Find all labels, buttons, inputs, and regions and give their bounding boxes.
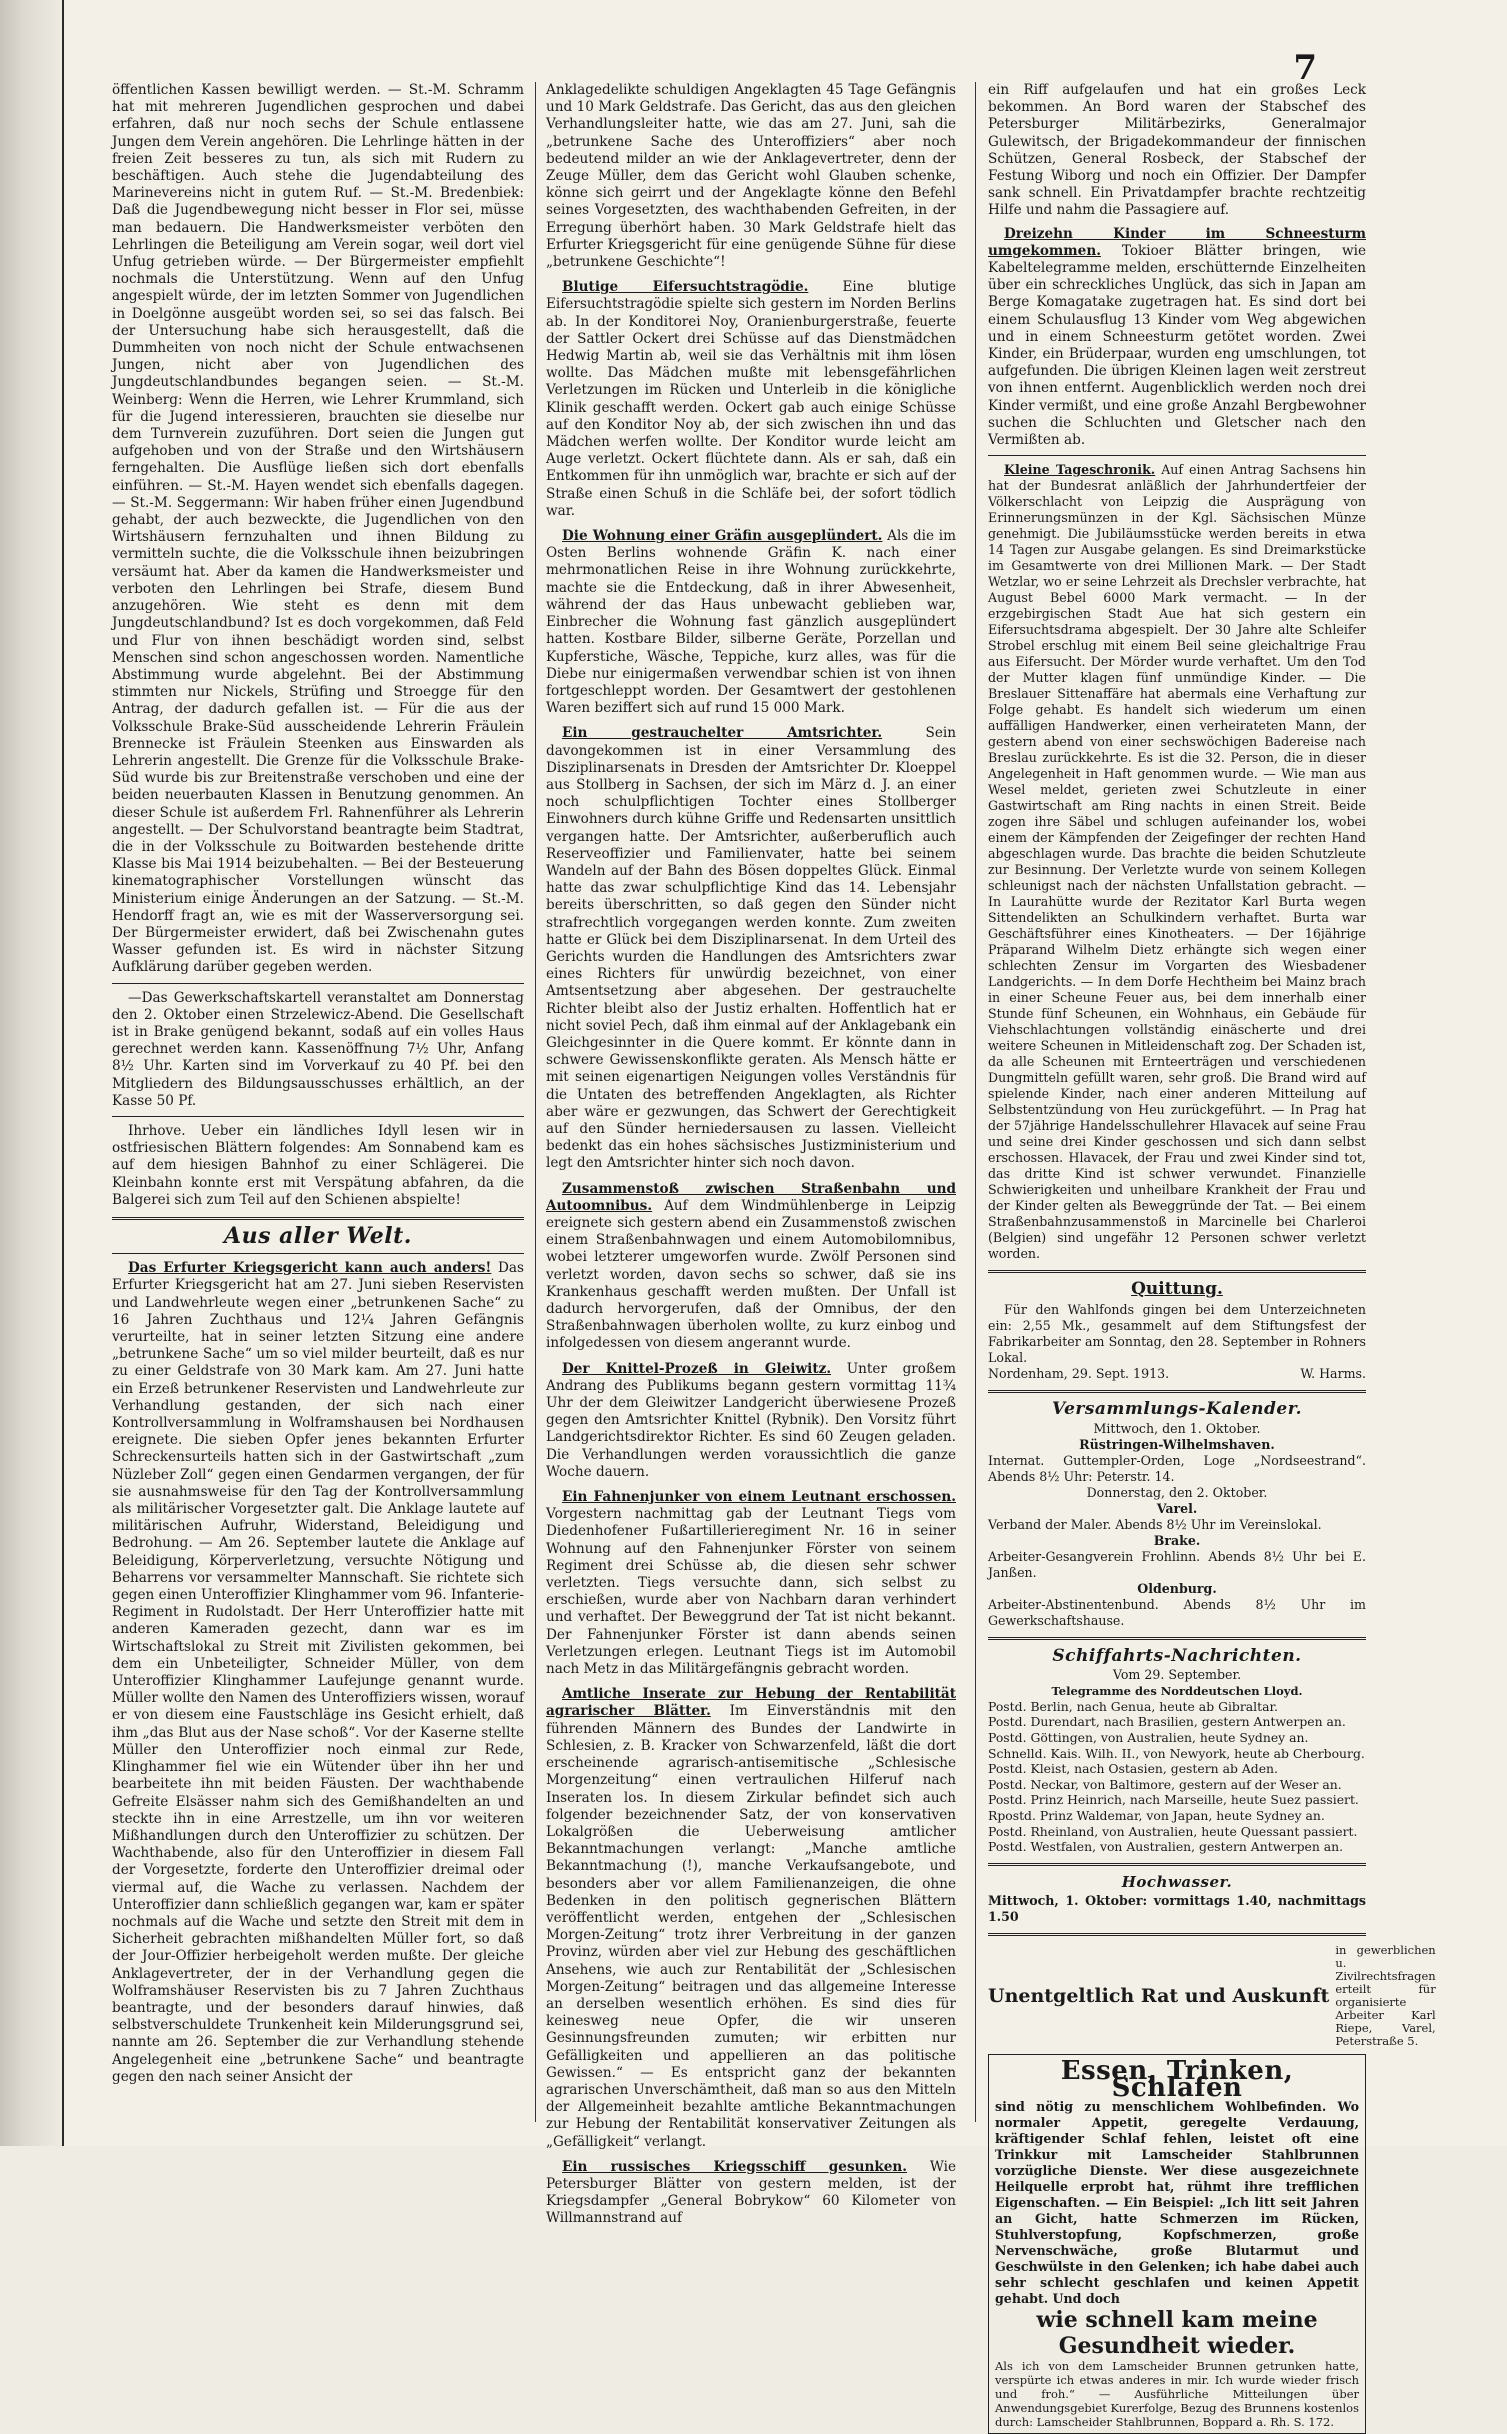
column-rule-2 — [975, 82, 976, 2122]
news-body: Sein davongekommen ist in einer Versammlung des Disziplinarsenats in Dresden der Amtsrichter Dr. Kloeppel aus Stollberg in Sachsen, der sich im März d. J. an einer noch schulpflichtigen Tochter eines Stollberger Einwohners durch kühne Griffe und Redensarten unsittlich vergangen hatte. Der Amtsrichter, außerberuflich auch Reserveoffizier und Familienvater, hatte bei seinem Wandeln auf der Bahn des Bösen doppeltes Glück. Einmal hatte das zwar schulpflichtige Kind das 14. Lebensjahr bereits überschritten, so daß gegen den Sünder nicht strafrechtlich vorgegangen werden konnte. Zum zweiten hatte er Glück bei dem Disziplinarsenat. In dem Urteil des Gerichts wurden die Handlungen des Amtsrichters zwar eines Richters für unwürdig bezeichnet, von einer Amtsentsetzung aber abgesehen. Der gestrauchelte Richter bleibt also der Justiz erhalten. Hoffentlich hat er nicht soviel Pech, daß ihm einmal auf der Anklagebank ein Gleichgesinnter in die Quere kommt. Er könnte dann in schwere Gewissenskonflikte geraten. Als Mensch hätte er mit seinen eigenartigen Neigungen volles Verständnis für die Untaten des betreffenden Angeklagten, als Richter aber wäre er gezwungen, das Schwert der Gerechtigkeit auf den Sünder herniedersausen zu lassen. Vielleicht bedenkt das ein hohes sächsisches Justizministerium und legt den Amtsrichter hinter sich noch davon. — [546, 725, 956, 1172]
schiff-entry: Postd. Berlin, nach Genua, heute ab Gibraltar. — [988, 1698, 1278, 1714]
news-item — [546, 528, 956, 717]
page-gutter — [0, 0, 64, 2146]
kalender-date: Mittwoch, den 1. Oktober. — [1093, 1420, 1261, 1436]
quittung-signature — [988, 1366, 1366, 1382]
news-body: Wie Petersburger Blätter von gestern melden, ist der Kriegsdampfer „General Bobrykow“ 60 Kilometer von Willmannstrand auf — [546, 2158, 956, 2227]
section-divider — [988, 1863, 1366, 1866]
paragraph: Ihrhove. Ueber ein ländliches Idyll lesen wir in ostfriesischen Blättern folgendes: Am Sonnabend kam es auf dem hiesigen Bahnhof zu einer Schlägerei. Die Kleinbahn konnte erst mit Verspätung abfahren, da die Balgerei sich zum Teil auf den Schienen abspielte! — [112, 1122, 524, 1208]
news-title: Ein gestrauchelter Amtsrichter. — [562, 725, 883, 742]
news-body: Unter großem Andrang des Publikums begann gestern vormittag 11¾ Uhr der dem Gleiwitzer Landgericht überwiesene Prozeß gegen den Amtsrichter Knittel (Rybnik). Den Vorsitz führt Landgerichtsdirektor Richter. Es sind 60 Zeugen geladen. Die Verhandlungen werden voraussichtlich die ganze Woche dauern. — [546, 1360, 956, 1480]
news-item — [546, 279, 956, 520]
quittung-title: Quittung. — [1131, 1279, 1223, 1300]
kalender-place: Brake. — [1153, 1532, 1201, 1548]
kalender-list — [988, 1421, 1366, 1629]
schiff-entry: Postd. Durendart, nach Brasilien, gestern Antwerpen an. — [988, 1714, 1346, 1730]
news-item — [546, 1181, 956, 1353]
news-title: Amtliche Inserate zur Hebung der Rentabilität agrarischer Blätter. — [546, 1686, 956, 1720]
news-body: Im Einverständnis mit den führenden Männern des Bundes der Landwirte in Schlesien, z. B. Kracker von Schwarzenfeld, läßt die dort erscheinende agrarisch-antisemitische „Schlesische Morgenzeitung“ einen vertraulichen Hilferuf nach Inseraten los. In diesem Zirkular befindet sich auch folgender bezeichnender Satz, der von konservativen Lokalgrößen die Ueberweisung amtlicher Bekanntmachungen verlangt: „Manche amtliche Bekanntmachung (!), manche Verkaufsangebote, und besonders aber vor allem Familienanzeigen, die ohne Bedenken in den politisch gegnerischen Blättern veröffentlicht werden, entgehen der „Schlesischen Morgen-Zeitung“ trotz ihrer Verbreitung in der ganzen Provinz, würden aber viel zur Hebung des geschäftlichen Ansehens, wie auch zur Rentabilität der „Schlesischen Morgen-Zeitung“ beitragen und das allgemeine Interesse an derselben wesentlich erhöhen. Es sind dies für keinesweg neue Opfer, die wir unseren Gesinnungsfreunden zumuten; wir erbitten nur Gefälligkeiten und appellieren an das politische Gewissen.“ — Es entspricht ganz der bekannten agrarischen Unverschämtheit, daß man so aus den Mitteln der Allgemeinheit bezahlte amtliche Bekanntmachungen zur Hebung der Rentabilität konservativer Zeitungen als „Gefälligkeit“ verlangt. — [546, 1703, 956, 2150]
paragraph: öffentlichen Kassen bewilligt werden. — St.-M. Schramm hat mit mehreren Jugendlichen gesprochen und dabei erfahren, daß nur noch sechs der Schule entlassene Jungen dem Verein angehören. Die Lehrlinge hätten in der freien Zeit besseres zu tun, als sich mit Rudern zu beschäftigen. Auch stehe die Jugendabteilung des Marinevereins nicht in gutem Ruf. — St.-M. Bredenbiek: Daß die Jugendbewegung nicht besser in Flor sei, müsse man bedauern. Die Handwerksmeister verböten den Lehrlingen die Beteiligung am Verein sogar, weil dort viel Unfug getrieben würde. — Der Bürgermeister empfiehlt nochmals die Unterstützung. Wenn auf den Unfug angespielt würde, der im letzten Sommer von Jugendlichen in Doelgönne ausgeübt worden sei, so sei das falsch. Bei der Untersuchung habe sich herausgestellt, daß die Dummheiten von noch nicht der Schule entwachsenen Jungen, nicht aber von Jugendlichen des Jungdeutschlandbundes begangen seien. — St.-M. Weinberg: Wenn die Herren, wie Lehrer Krummland, sich für die Jugend interessieren, brauchten sie dieselbe nur dem Turnverein zuzuführen. Dort seien die Jungen gut aufgehoben und von der Straße und den Wirtshäusern ferngehalten. Die Ausflüge ließen sich dort ebenfalls einführen. — St.-M. Hayen wendet sich ebenfalls dagegen. — St.-M. Seggermann: Wir haben früher einen Jugendbund gehabt, der auch bezweckte, die Jugendlichen von den Wirtshäusern fernzuhalten und ihnen Bildung zu vermitteln suchte, die die Volksschule ihnen beizubringen versäumt hat. Aber da kamen die Handwerksmeister und verboten den Lehrlingen bei Strafe, diesem Bund anzugehören. Wie steht es denn mit dem Jungdeutschlandbund? Ist es doch vorgekommen, daß Feld und Flur von ihnen beschädigt worden sind, selbst Menschen sind schon angeschossen worden. Namentliche Abstimmung wurde abgelehnt. Bei der Abstimmung stimmten nur Nickels, Strüfing und Stroegge für den Antrag, der dadurch gefallen ist. — Für die aus der Volksschule Brake-Süd ausscheidende Lehrerin Fräulein Brennecke ist Fräulein Steenken aus Einswarden als Lehrerin angestellt. Die Grenze für die Volksschule Brake-Süd wurde bis zur Breitenstraße verschoben und eine der beiden neuerbauten Klassen in Benutzung genommen. An dieser Schule ist außerdem Frl. Rahnenführer als Lehrerin angestellt. — Der Schulvorstand beantragte beim Stadtrat, die in der Volksschule zu Boitwarden bestehende dritte Klasse bis Mai 1914 beizubehalten. — Bei der Besteuerung kinematographischer Vorstellungen wünscht das Ministerium einige Änderungen an der Satzung. — St.-M. Hendorff fragt an, wie es mit der Wasserversorgung sei. Der Bürgermeister erwidert, daß bei Zwischenahn gutes Wasser gefunden ist. Es wird in nächster Sitzung Aufklärung darüber gegeben werden. — [112, 82, 524, 976]
kalender-place: Varel. — [1156, 1500, 1198, 1516]
rat-text: in gewerblichen u. Zivilrechtsfragen erteilt für organisierte Arbeiter Karl Riepe, Varel, Peterstraße 5. — [1335, 1943, 1436, 2049]
quittung-place: Nordenham, 29. Sept. 1913. — [988, 1366, 1170, 1382]
schiff-title: Schiffahrts-Nachrichten. — [1052, 1645, 1302, 1666]
schiff-entry: Postd. Kleist, nach Ostasien, gestern ab Aden. — [988, 1761, 1278, 1777]
schiff-entry: Postd. Göttingen, von Australien, heute Sydney an. — [988, 1730, 1309, 1746]
schiff-entry: Schnelld. Kais. Wilh. II., von Newyork, heute ab Cherbourg. — [988, 1745, 1365, 1761]
chronik — [988, 462, 1366, 1262]
ad-end: Als ich von dem Lamscheider Brunnen getrunken hatte, verspürte ich etwas anderes in mir. Ich wurde wieder frisch und froh.“ — Ausführliche Mitteilungen über Anwendungsgebiet Kurerfolge, Bezug des Brunnens kostenlos durch: Lamscheider Stahlbrunnen, Boppard a. Rh. S. 172. — [995, 2359, 1359, 2430]
kalender-place: Oldenburg. — [1137, 1580, 1217, 1596]
schiff-list — [988, 1699, 1366, 1855]
quittung-name: W. Harms. — [1300, 1366, 1366, 1382]
divider — [112, 1116, 524, 1117]
page-number: 7 — [1293, 48, 1317, 88]
news-body: Als die im Osten Berlins wohnende Gräfin K. nach einer mehrmonatlichen Reise in ihre Wohnung zurückkehrte, machte sie die Entdeckung, daß in ihrer Abwesenheit, während der das Haus unbewacht geblieben war, Einbrecher die Wohnung fast gänzlich ausgeplündert hatten. Kostbare Bilder, silberne Geräte, Porzellan und Kupferstiche, Wäsche, Teppiche, kurz alles, was für die Diebe nur einigermaßen verwendbar schien ist von ihnen fortgeschleppt worden. Der Gesamtwert der gestohlenen Waren beziffert sich auf rund 15 000 Mark. — [546, 528, 956, 717]
kalender-entry: Verband der Maler. Abends 8½ Uhr im Vereinslokal. — [988, 1516, 1322, 1532]
schiff-entry: Postd. Westfalen, von Australien, gestern Antwerpen an. — [988, 1839, 1344, 1855]
news-body: Eine blutige Eifersuchtstragödie spielte sich gestern im Norden Berlins ab. In der Konditorei Noy, Oranienburgerstraße, feuerte der Sattler Ockert drei Schüsse auf das Dienstmädchen Hedwig Martin ab, weil sie das Verhältnis mit ihm lösen wollte. Das Mädchen mußte mit lebensgefährlichen Verletzungen im Rücken und Unterleib in die königliche Klinik geschafft werden. Ockert gab auch einige Schüsse auf den Konditor Noy ab, der sich zwischen ihn und das Mädchen werfen wollte. Der Konditor wurde leicht am Auge verletzt. Ockert flüchtete dann. Als er sah, daß ein Entkommen für ihn unmöglich war, brachte er sich auf der Straße einen Schuß in die Schläfe bei, der sofort tödlich war. — [546, 279, 956, 519]
schiff-entry: Postd. Neckar, von Baltimore, gestern auf der Weser an. — [988, 1776, 1342, 1792]
article — [112, 1260, 524, 2086]
divider — [112, 1253, 524, 1254]
section-divider — [112, 1217, 524, 1220]
schiff-date: Vom 29. September. — [1112, 1666, 1242, 1682]
kalender-place: Rüstringen-Wilhelmshaven. — [1079, 1436, 1275, 1452]
news-body: Auf dem Windmühlenberge in Leipzig ereignete sich gestern abend ein Zusammenstoß zwischen einem Straßenbahnwagen und einem Automobilomnibus, wobei letzterer umgeworfen wurde. Zwölf Personen sind verletzt worden, davon sechs so schwer, daß sie ins Krankenhaus geschafft werden mußten. Der Unfall ist dadurch hervorgerufen, daß der Omnibus, der den Straßenbahnwagen überholen wollte, zu kurz einbog und infolgedessen von diesem angerannt wurde. — [546, 1197, 956, 1352]
divider — [112, 983, 524, 984]
schiff-entry: Rpostd. Prinz Waldemar, von Japan, heute Sydney an. — [988, 1808, 1325, 1824]
section-divider — [988, 1933, 1366, 1936]
kalender-title: Versammlungs-Kalender. — [1051, 1399, 1303, 1420]
paragraph: Anklagedelikte schuldigen Angeklagten 45 Tage Gefängnis und 10 Mark Geldstrafe. Das Gericht, das aus den gleichen Verhandlungsleiter hatte, wie das am 27. Juni, sah die „betrunkene Sache des Unteroffiziers“ aber noch bedeutend milder an wie der Anklagevertreter, denn der Zeuge Müller, dem das Gericht wohl Glauben schenke, könne sich geirrt und der Angeklagte könne den Befehl seines Vorgesetzten, des wachthabenden Gefreiten, in der Erregung überhört haben. 30 Mark Geldstrafe hielt das Erfurter Kriegsgericht für eine genügende Sühne für diese „betrunkene Geschichte“! — [546, 82, 956, 271]
schiff-sub: Telegramme des Norddeutschen Lloyd. — [1051, 1683, 1303, 1698]
section-title: Aus aller Welt. — [224, 1223, 412, 1249]
paragraph: —Das Gewerkschaftskartell veranstaltet am Donnerstag den 2. Oktober einen Strzelewicz-Abend. Die Gesellschaft ist in Brake genügend bekannt, sodaß auf ein volles Haus gerechnet werden kann. Kassenöffnung 7½ Uhr, Anfang 8½ Uhr. Karten sind im Vorverkauf zu 40 Pf. bei den Mitgliedern des Bildungsausschusses erhältlich, an der Kasse 50 Pf. — [112, 989, 524, 1109]
kalender-entry: Arbeiter-Gesangverein Frohlinn. Abends 8½ Uhr bei E. Janßen. — [988, 1548, 1366, 1580]
divider — [988, 455, 1366, 456]
column-rule-1 — [535, 82, 536, 2122]
article-title: Das Erfurter Kriegsgericht kann auch anders! — [128, 1260, 492, 1277]
schiff-entry: Postd. Prinz Heinrich, nach Marseille, heute Suez passiert. — [988, 1792, 1359, 1808]
news-title: Zusammenstoß zwischen Straßenbahn und Autoomnibus. — [546, 1180, 956, 1214]
article-body: Das Erfurter Kriegsgericht hat am 27. Juni sieben Reservisten und Landwehrleute wegen einer „betrunkenen Sache“ zu 16 Jahren Zuchthaus und 12¼ Jahren Gefängnis verurteilte, hat in seiner letzten Sitzung eine andere „betrunkene Sache“ um so viel milder beurteilt, daß es nur zu einer Geldstrafe von 30 Mark kam. Am 27. Juni hatte ein Erzeß betrunkener Reservisten und Landwehrleute zur Verhandlung gestanden, der sich nach einer Kontrollversammlung in Wolframshausen bei Nordhausen ereignete. Die sieben Opfer jenes bekannten Erfurter Schreckensurteils hatten sich in der Gastwirtschaft „zum Nüzleber Zoll“ gegen einen Gendarmen vergangen, der für sie ausnahmsweise für den Tag der Kontrollversammlung als militärischer Vorgesetzter galt. Die Anklage lautete auf militärischen Aufruhr, Widerstand, Beleidigung und Bedrohung. — Am 26. September lautete die Anklage auf Beleidigung, Körperverletzung, versuchte Nötigung und Beharrens vor versammelter Mannschaft. Sie richtete sich gegen einen Unteroffizier Klinghammer vom 96. Infanterie-Regiment in Rudolstadt. Der Herr Unteroffizier hatte mit anderen Kameraden gezecht, dann war es im Wirtschaftslokal zu Streit mit Zivilisten gekommen, bei dem ein Unbeteiligter, Schneider Müller, von dem Unteroffizier Klinghammer Laufejunge genannt wurde. Müller wollte den Namen des Unteroffiziers wissen, worauf er von diesem eine Faustschläge ins Gesicht erhielt, daß ihm „das Blut aus der Nase schoß“. Vor der Kaserne stellte Müller den Unteroffizier noch einmal zur Rede, Klinghammer fiel wie ein Wütender über ihn her und bearbeitete ihn mit beiden Fäusten. Der wachthabende Gefreite Elsässer nahm sich des Gemißhandelten an und steckte ihn in eine Arrestzelle, um ihn vor weiteren Mißhandlungen durch den Unteroffizier zu schützen. Der Wachthabende, also für den Unteroffizier in diesem Fall der Vorgesetzte, forderte den Unteroffizier dreimal oder viermal auf, die Wache zu verlassen. Nachdem der Unteroffizier dann schließlich gegangen war, kam er später nochmals auf die Wache und setzte den Streit mit dem in Sicherheit gebrachten mißhandelten Müller fort, so daß der Jour-Offizier herbeigeholt werden mußte. Der gleiche Anklagevertreter, der in der Verhandlung gegen die Wolframshäuser Reservisten bis zu 7 Jahren Zuchthaus beantragte, und der besonders darauf hinwies, daß selbstverschuldete Trunkenheit kein Milderungsgrund sei, nannte am 26. September die zur Verhandlung stehende Angelegenheit eine „betrunkene Sache“ und beantragte gegen den nach seiner Ansicht der — [112, 1260, 525, 2085]
kalender-entry: Internat. Guttempler-Orden, Loge „Nordseestrand“. Abends 8½ Uhr: Peterstr. 14. — [988, 1452, 1366, 1484]
column-3 — [988, 82, 1436, 2430]
paragraph: ein Riff aufgelaufen und hat ein großes Leck bekommen. An Bord waren der Stabschef des Petersburger Militärbezirks, Generalmajor Gulewitsch, der Brigadekommandeur der finnischen Schützen, General Rosbeck, der Stabschef der Festung Wiborg und noch ein Offizier. Der Dampfer sank schnell. Ein Privatdampfer brachte rechtzeitig Hilfe und nahm die Passagiere auf. — [988, 82, 1366, 219]
section-divider — [988, 1270, 1366, 1273]
chronik-title: Kleine Tageschronik. — [1004, 462, 1156, 478]
column-2 — [546, 82, 956, 2227]
schiff-entry: Postd. Rheinland, von Australien, heute Quessant passiert. — [988, 1823, 1358, 1839]
stahlbrunnen-ad — [988, 2054, 1366, 2434]
news-item — [546, 725, 956, 1172]
news-item — [546, 1489, 956, 1678]
column-1 — [112, 82, 524, 2132]
news-body: Vorgestern nachmittag gab der Leutnant Tiegs vom Diedenhofener Fußartillerieregiment Nr. 16 in seiner Wohnung auf den Fahnenjunker Förster von seinem Regiment drei Schüsse ab, die diesen sehr schwer verletzten. Tiegs versuchte dann, sich selbst zu erschießen, wurde aber von Nachbarn daran verhindert und verhaftet. Der Beweggrund der Tat ist nicht bekannt. Der Fahnenjunker Förster ist dann abends seinen Verletzungen erlegen. Leutnant Tiegs ist im Automobil nach Metz in das Militärgefängnis gebracht worden. — [546, 1506, 956, 1678]
news-title: Ein russisches Kriegsschiff gesunken. — [562, 2158, 908, 2175]
section-divider — [988, 1637, 1366, 1640]
ad-body: sind nötig zu menschlichem Wohlbefinden. Wo normaler Appetit, geregelte Verdauung, kräftigender Schlaf fehlen, leistet oft eine Trinkkur mit Lamscheider Stahlbrunnen vorzügliche Dienste. Wer diese ausgezeichnete Heilquelle erprobt hat, rühmt ihre trefflichen Eigenschaften. — Ein Beispiel: „Ich litt seit Jahren an Gicht, hatte Schmerzen im Rücken, Stuhlverstopfung, Kopfschmerzen, große Nervenschwäche, große Blutarmut und Geschwülste in den Gelenken; ich habe dabei auch sehr schlecht geschlafen und keinen Appetit gehabt. Und doch — [995, 2099, 1359, 2307]
news-title: Blutige Eifersuchtstragödie. — [562, 279, 809, 296]
news-title: Die Wohnung einer Gräfin ausgeplündert. — [562, 528, 883, 545]
rat-headline: Unentgeltlich Rat und Auskunft — [988, 1984, 1330, 2007]
chronik-body: Auf einen Antrag Sachsens hin hat der Bundesrat anläßlich der Jahrhundertfeier der Völkerschlacht von Leipzig die Ausprägung von Erinnerungsmünzen in der Kgl. Sächsischen Münze genehmigt. Die Jubiläumsstücke werden bereits in etwa 14 Tagen zur Ausgabe gelangen. Es sind Dreimarkstücke im Gesamtwerte von drei Millionen Mark. — Der Stadt Wetzlar, wo er seine Lehrzeit als Drechsler verbrachte, hat August Bebel 6000 Mark vermacht. — In der erzgebirgischen Stadt Aue hat sich gestern ein Eifersuchtsdrama abgespielt. Der 30 Jahre alte Schleifer Strobel erschlug mit einem Beil seine gleichaltrige Frau aus Eifersucht. Der Mörder wurde verhaftet. Um den Tod der Mutter klagen fünf unmündige Kinder. — Die Breslauer Sittenaffäre hat abermals eine Verhaftung zur Folge gehabt. Es handelt sich wiederum um einen auffälligen Handwerker, einen verheirateten Mann, der gestern abend von einer sechswöchigen Badereise nach Breslau zurückkehrte. Es ist die 32. Person, die in dieser Angelegenheit in Haft genommen wurde. — Wie man aus Wesel meldet, gerieten zwei Schutzleute in einer Gastwirtschaft am Ring nachts in einen Streit. Beide zogen ihre Säbel und schlugen aufeinander los, wobei einem der Kämpfenden der Zeigefinger der rechten Hand abgeschlagen wurde. Das brachte die beiden Schutzleute zur Besinnung. Der Verletzte wurde von seinem Kollegen schleunigst nach der nächsten Unfallstation gebracht. — In Laurahütte wurde der Rezitator Karl Burta wegen Sittendelikten an Schulkindern verhaftet. Burta war Geschäftsführer eines Kinotheaters. — Der 16jährige Präparand Wilhelm Dietz erhängte sich wegen einer schlechten Zensur im Vorgarten des Wiesbadener Landgerichts. — In dem Dorfe Hechtheim bei Mainz brach in einer Scheune Feuer aus, bei dem innerhalb einer Stunde fünf Scheunen, ein Wohnhaus, ein Gebäude für Viehschlachtungen vollständig einäscherte und drei weitere Scheunen in Mitleidenschaft zog. Der Schaden ist, da alle Scheunen mit Ernteerträgen und verschiedenen Dungmitteln gefüllt waren, sehr groß. Die Brand wird auf spielende Kinder, nach einer anderen Mitteilung auf Selbstentzündung von Heu zurückgeführt. — In Prag hat der 57jährige Handelsschullehrer Hlavacek auf seine Frau und seine drei Kinder geschossen und sich dann selbst erschossen. Hlavacek, der Frau und zwei Kinder sind tot, das dritte Kind ist schwer verwundet. Finanzielle Schwierigkeiten und unheilbare Krankheit der Frau und der Kinder gelten als Beweggründe der Tat. — Bei einem Straßenbahnzusammenstoß in Marcinelle bei Charleroi (Belgien) sind ungefähr 12 Personen schwer verletzt worden. — [988, 462, 1366, 1262]
news-item — [546, 1361, 956, 1481]
hochwasser-text: Mittwoch, 1. Oktober: vormittags 1.40, nachmittags 1.50 — [988, 1893, 1366, 1925]
news-item — [546, 2159, 956, 2228]
news-body: Tokioer Blätter bringen, wie Kabeltelegramme melden, erschütternde Einzelheiten über ein schreckliches Unglück, das sich in Japan am Berge Komagatake zugetragen hat. Es sind dort bei einem Schulausflug 13 Kinder vom Weg abgewichen und in einem Schneesturm getötet worden. Zwei Kinder, ein Brüderpaar, wurden eng umschlungen, tot aufgefunden. Die übrigen Kleinen lagen weit zerstreut von ihnen entfernt. Augenblicklich werden noch drei Kinder vermißt, und eine große Anzahl Bergbewohner suchen die Schluchten und Gletscher nach den Vermißten ab. — [988, 242, 1366, 449]
section-divider — [988, 1390, 1366, 1393]
hochwasser-title: Hochwasser. — [1121, 1872, 1233, 1891]
news-item — [546, 1686, 956, 2150]
news-item — [988, 226, 1366, 450]
quittung-body: Für den Wahlfonds gingen bei dem Unterzeichneten ein: 2,55 Mk., gesammelt auf dem Stiftungsfest der Fabrikarbeiter am Sonntag, den 28. September in Rohners Lokal. — [988, 1302, 1366, 1366]
kalender-date: Donnerstag, den 2. Oktober. — [1086, 1484, 1268, 1500]
news-title: Der Knittel-Prozeß in Gleiwitz. — [562, 1360, 832, 1377]
rat-ad — [988, 1943, 1436, 2049]
news-title: Dreizehn Kinder im Schneesturm umgekommen. — [988, 225, 1366, 259]
news-title: Ein Fahnenjunker von einem Leutnant erschossen. — [562, 1489, 956, 1506]
ad-title: Essen, Trinken, Schlafen — [1060, 2056, 1294, 2104]
ad-subtitle: wie schnell kam meine Gesundheit wieder. — [1036, 2307, 1318, 2360]
kalender-entry: Arbeiter-Abstinentenbund. Abends 8½ Uhr im Gewerkschaftshause. — [988, 1596, 1366, 1628]
